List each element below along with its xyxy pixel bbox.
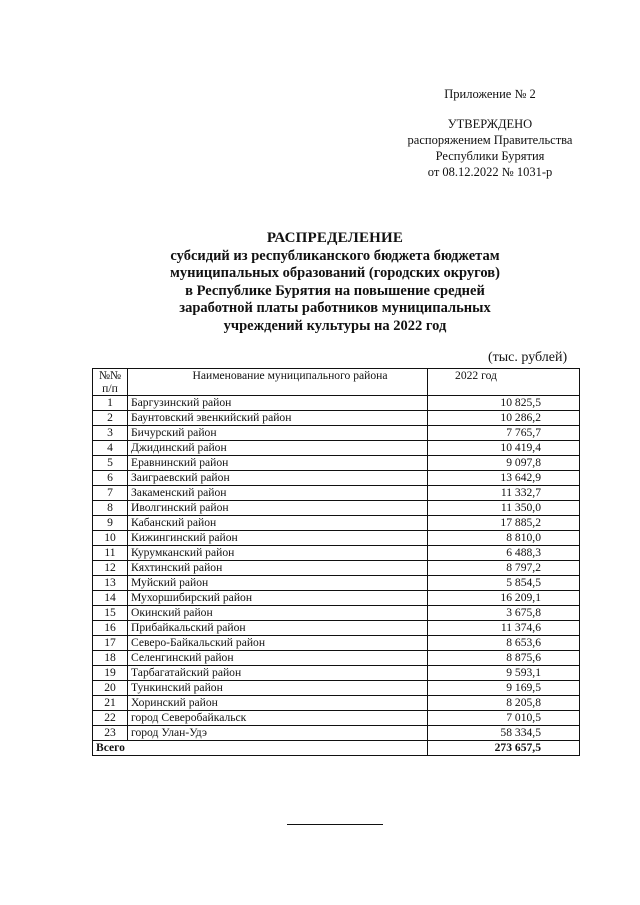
row-number: 7: [93, 486, 128, 501]
row-amount: 13 642,9: [428, 471, 580, 486]
row-number: 4: [93, 441, 128, 456]
table-row: [93, 531, 580, 546]
header-year: 2022 год: [428, 369, 580, 396]
row-amount: 9 593,1: [428, 666, 580, 681]
row-amount: 16 209,1: [428, 591, 580, 606]
row-amount: 58 334,5: [428, 726, 580, 741]
table-row: [93, 711, 580, 726]
total-value: 273 657,5: [428, 741, 580, 756]
row-district: Прибайкальский район: [128, 621, 428, 636]
approval-line-3: от 08.12.2022 № 1031-р: [427, 165, 553, 179]
document-title: [120, 230, 550, 335]
total-row: [93, 741, 580, 756]
row-district: город Северобайкальск: [128, 711, 428, 726]
row-amount: 7 765,7: [428, 426, 580, 441]
row-district: город Улан-Удэ: [128, 726, 428, 741]
row-amount: 11 374,6: [428, 621, 580, 636]
table-header-row: [93, 369, 580, 396]
table-row: [93, 696, 580, 711]
approval-line-2: Республики Бурятия: [435, 149, 545, 163]
row-amount: 6 488,3: [428, 546, 580, 561]
total-label: Всего: [93, 741, 428, 756]
row-amount: 10 286,2: [428, 411, 580, 426]
table-row: [93, 486, 580, 501]
row-number: 17: [93, 636, 128, 651]
row-number: 5: [93, 456, 128, 471]
table-row: [93, 726, 580, 741]
title-line-4: заработной платы работников муниципальных: [179, 300, 491, 316]
row-number: 8: [93, 501, 128, 516]
distribution-table: [92, 368, 580, 756]
row-number: 15: [93, 606, 128, 621]
row-amount: 10 825,5: [428, 396, 580, 411]
row-amount: 11 350,0: [428, 501, 580, 516]
row-district: Муйский район: [128, 576, 428, 591]
table-row: [93, 636, 580, 651]
row-number: 16: [93, 621, 128, 636]
row-district: Кяхтинский район: [128, 561, 428, 576]
header-num: №№ п/п: [93, 369, 128, 396]
row-amount: 9 097,8: [428, 456, 580, 471]
row-district: Закаменский район: [128, 486, 428, 501]
row-number: 3: [93, 426, 128, 441]
table-row: [93, 666, 580, 681]
row-district: Еравнинский район: [128, 456, 428, 471]
table-row: [93, 471, 580, 486]
row-amount: 3 675,8: [428, 606, 580, 621]
approved-label: УТВЕРЖДЕНО: [447, 117, 533, 131]
table-row: [93, 606, 580, 621]
approval-line-1: распоряжением Правительства: [407, 133, 573, 147]
title-line-5: учреждений культуры на 2022 год: [223, 317, 447, 334]
row-district: Северо-Байкальский район: [128, 636, 428, 651]
table-row: [93, 426, 580, 441]
row-number: 10: [93, 531, 128, 546]
table-row: [93, 516, 580, 531]
row-amount: 8 810,0: [428, 531, 580, 546]
row-number: 19: [93, 666, 128, 681]
row-number: 9: [93, 516, 128, 531]
row-amount: 5 854,5: [428, 576, 580, 591]
row-district: Курумканский район: [128, 546, 428, 561]
row-district: Баунтовский эвенкийский район: [128, 411, 428, 426]
row-amount: 7 010,5: [428, 711, 580, 726]
row-number: 13: [93, 576, 128, 591]
row-district: Иволгинский район: [128, 501, 428, 516]
table-row: [93, 651, 580, 666]
row-district: Хоринский район: [128, 696, 428, 711]
row-amount: 8 653,6: [428, 636, 580, 651]
row-amount: 11 332,7: [428, 486, 580, 501]
row-district: Тункинский район: [128, 681, 428, 696]
row-district: Окинский район: [128, 606, 428, 621]
row-amount: 10 419,4: [428, 441, 580, 456]
title-heading: РАСПРЕДЕЛЕНИЕ: [266, 230, 404, 246]
row-district: Заиграевский район: [128, 471, 428, 486]
table-row: [93, 621, 580, 636]
title-line-2: муниципальных образований (городских округов): [170, 265, 500, 281]
row-district: Кабанский район: [128, 516, 428, 531]
row-district: Баргузинский район: [128, 396, 428, 411]
table-body: [93, 396, 580, 741]
row-amount: 8 797,2: [428, 561, 580, 576]
table-row: [93, 681, 580, 696]
table-row: [93, 591, 580, 606]
row-amount: 17 885,2: [428, 516, 580, 531]
units-label: (тыс. рублей): [488, 350, 568, 365]
table-row: [93, 411, 580, 426]
appendix-label: Приложение № 2: [444, 87, 536, 101]
title-line-1: субсидий из республиканского бюджета бюджетам: [170, 247, 500, 264]
row-number: 2: [93, 411, 128, 426]
header-name: Наименование муниципального района: [128, 369, 428, 396]
row-number: 18: [93, 651, 128, 666]
row-number: 11: [93, 546, 128, 561]
title-line-3: в Республике Бурятия на повышение средней: [185, 282, 485, 299]
table-row: [93, 441, 580, 456]
row-number: 14: [93, 591, 128, 606]
row-number: 1: [93, 396, 128, 411]
table-row: [93, 396, 580, 411]
row-amount: 9 169,5: [428, 681, 580, 696]
row-district: Кижингинский район: [128, 531, 428, 546]
row-number: 6: [93, 471, 128, 486]
row-amount: 8 205,8: [428, 696, 580, 711]
row-number: 23: [93, 726, 128, 741]
row-district: Селенгинский район: [128, 651, 428, 666]
table-row: [93, 546, 580, 561]
table-row: [93, 456, 580, 471]
table-row: [93, 561, 580, 576]
row-number: 12: [93, 561, 128, 576]
approval-stamp: [380, 86, 600, 180]
row-number: 20: [93, 681, 128, 696]
table-row: [93, 576, 580, 591]
row-number: 22: [93, 711, 128, 726]
row-amount: 8 875,6: [428, 651, 580, 666]
closing-rule: [287, 824, 383, 825]
row-number: 21: [93, 696, 128, 711]
row-district: Тарбагатайский район: [128, 666, 428, 681]
row-district: Джидинский район: [128, 441, 428, 456]
row-district: Бичурский район: [128, 426, 428, 441]
row-district: Мухоршибирский район: [128, 591, 428, 606]
table-row: [93, 501, 580, 516]
